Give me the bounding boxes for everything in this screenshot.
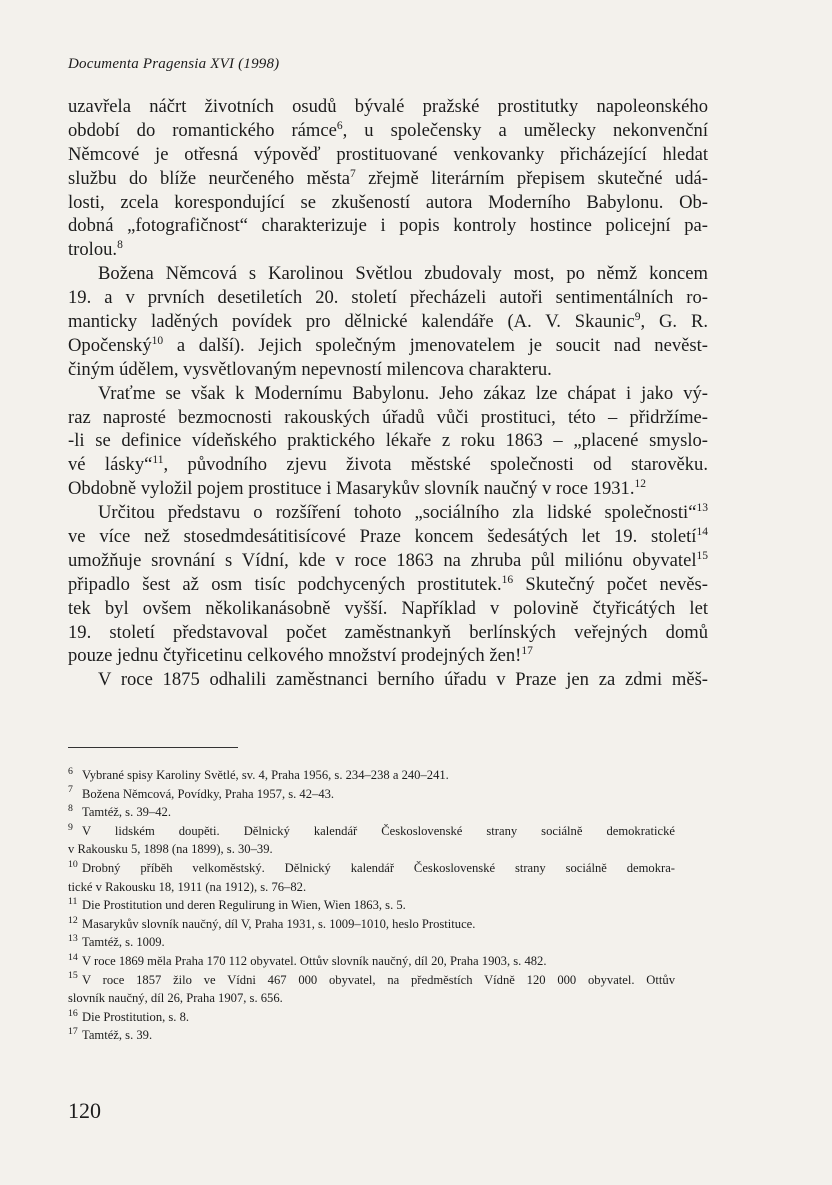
text-segment: tek byl ovšem několikanásobně vyšší. Například v polovině čtyřicátých let bbox=[68, 597, 708, 619]
text-segment: Opočenský bbox=[68, 334, 152, 356]
text-segment: pouze jednu čtyřicetinu celkového množství prodejných žen! bbox=[68, 645, 522, 667]
text-segment: Skutečný počet nevěs- bbox=[513, 573, 708, 595]
text-segment: připadlo šest až osm tisíc podchycených prostitutek. bbox=[68, 573, 502, 595]
footnote-line bbox=[68, 989, 675, 1008]
footnote-line: 12 Masarykův slovník naučný, díl V, Praha 1931, s. 1009–1010, heslo Prostituce. bbox=[68, 914, 476, 931]
text-segment: Vraťme se však k Modernímu Babylonu. Jeho zákaz lze chápat i jako vý- bbox=[98, 382, 708, 404]
footnote-line: 10 Drobný příběh velkoměstský. Dělnický kalendář Československé strany sociálně demokra- bbox=[68, 858, 675, 875]
body-text bbox=[68, 95, 708, 692]
footnote-line: 11 Die Prostitution und deren Regulirung in Wien, Wien 1863, s. 5. bbox=[68, 895, 406, 913]
text-segment: umožňuje srovnání s Vídní, kde v roce 1863 na zhruba půl miliónu obyvatel bbox=[68, 549, 697, 571]
text-segment: zřejmě literárním přepisem skutečné udá- bbox=[355, 167, 708, 189]
footnote-text: Drobný příběh velkoměstský. Dělnický kalendář Československé strany sociálně demokra- bbox=[82, 860, 675, 875]
footnote-ref: 15 bbox=[696, 549, 708, 562]
text-line bbox=[68, 119, 708, 143]
text-line bbox=[68, 310, 708, 334]
footnote-ref: 6 bbox=[336, 119, 343, 132]
text-line bbox=[68, 453, 708, 477]
footnote-line: 16 Die Prostitution, s. 8. bbox=[68, 1007, 190, 1024]
footnote-ref: 16 bbox=[501, 573, 514, 586]
footnote-text: V roce 1857 žilo ve Vídni 467 000 obyvatel, na předměstích Vídně 120 000 obyvatel. Ottův bbox=[82, 972, 675, 987]
text-segment: Němcové je otřesná výpověď prostituované venkovanky přicházející hledat bbox=[68, 143, 708, 165]
text-segment: raz naprosté bezmocnosti rakouských úřadů vůči prostituci, této – přidržíme- bbox=[68, 406, 708, 428]
text-line bbox=[68, 477, 708, 501]
footnote-ref: 9 bbox=[634, 310, 641, 323]
text-line bbox=[68, 573, 708, 597]
text-line bbox=[68, 286, 708, 310]
text-segment: -li se definice vídeňského praktického lékaře z roku 1863 – „placené smyslo- bbox=[68, 430, 708, 452]
text-segment: , u společensky a umělecky nekonvenční bbox=[342, 119, 708, 141]
footnote-ref: 8 bbox=[117, 239, 123, 252]
footnote-line: 7 Božena Němcová, Povídky, Praha 1957, s. 42–43. bbox=[68, 784, 335, 801]
footnote-line bbox=[68, 878, 675, 897]
footnote-line bbox=[68, 840, 675, 859]
text-line bbox=[68, 549, 708, 573]
text-segment: dobná „fotografičnost“ charakterizuje i popis kontroly hostince policejní pa- bbox=[68, 215, 708, 237]
footnote-line: 6 Vybrané spisy Karoliny Světlé, sv. 4, Praha 1956, s. 234–238 a 240–241. bbox=[68, 765, 449, 782]
running-header: Documenta Pragensia XVI (1998) bbox=[68, 56, 280, 72]
text-line bbox=[68, 167, 708, 191]
footnote-ref: 11 bbox=[152, 454, 164, 467]
text-line bbox=[68, 262, 708, 286]
footnote-line: 9 V lidském doupěti. Dělnický kalendář Československé strany sociálně demokratické bbox=[68, 821, 675, 838]
footnote-ref: 12 bbox=[634, 478, 646, 491]
footnote-text: Tamtéž, s. 1009. bbox=[82, 935, 165, 950]
text-segment: , původního zjevu života městské společnosti od starověku. bbox=[163, 454, 708, 476]
footnote-text: V roce 1869 měla Praha 170 112 obyvatel. Ottův slovník naučný, díl 20, Praha 1903, s. 482. bbox=[82, 953, 547, 968]
footnote-line: 15 V roce 1857 žilo ve Vídni 467 000 obyvatel, na předměstích Vídně 120 000 obyvatel. Ottův bbox=[68, 970, 675, 987]
footnote-text: V lidském doupěti. Dělnický kalendář Československé strany sociálně demokratické bbox=[82, 823, 675, 838]
footnote-line: 13 Tamtéž, s. 1009. bbox=[68, 933, 165, 950]
footnote-ref: 14 bbox=[696, 525, 708, 538]
text-segment: manticky laděných povídek pro dělnické kalendáře (A. V. Skaunic bbox=[68, 311, 635, 333]
text-segment: a další). Jejich společným jmenovatelem je soucit nad nevěst- bbox=[163, 334, 708, 356]
footnote-text: Vybrané spisy Karoliny Světlé, sv. 4, Praha 1956, s. 234–238 a 240–241. bbox=[82, 768, 449, 782]
text-line bbox=[68, 95, 708, 119]
text-line bbox=[68, 668, 708, 692]
text-line bbox=[68, 525, 708, 549]
footnote-line: 14 V roce 1869 měla Praha 170 112 obyvatel. Ottův slovník naučný, díl 20, Praha 1903, s. 482. bbox=[68, 951, 547, 968]
text-segment: Obdobně vyložil pojem prostituce i Masarykův slovník naučný v roce 1931. bbox=[68, 478, 635, 500]
text-line bbox=[68, 358, 708, 382]
footnote-line: 8 Tamtéž, s. 39–42. bbox=[68, 803, 172, 820]
footnote-text: Die Prostitution, s. 8. bbox=[82, 1009, 190, 1024]
text-segment: 19. století představoval počet zaměstnankyň berlínských veřejných domů bbox=[68, 621, 708, 643]
text-line bbox=[68, 501, 708, 525]
footnotes bbox=[68, 766, 675, 1045]
text-segment: Určitou představu o rozšíření tohoto „sociálního zla lidské společnosti“ bbox=[98, 502, 697, 524]
text-segment: losti, zcela korespondující se zkušeností autora Moderního Babylonu. Ob- bbox=[68, 191, 708, 213]
text-segment: uzavřela náčrt životních osudů bývalé pražské prostitutky napoleonského bbox=[68, 96, 708, 117]
footnote-text: Die Prostitution und deren Regulirung in Wien, Wien 1863, s. 5. bbox=[82, 898, 406, 913]
footnote-ref: 7 bbox=[350, 167, 356, 180]
text-segment: vé lásky“ bbox=[68, 454, 153, 476]
footnote-text: v Rakousku 5, 1898 (na 1899), s. 30–39. bbox=[68, 842, 273, 857]
text-line bbox=[68, 191, 708, 215]
footnote-line: 17 Tamtéž, s. 39. bbox=[68, 1026, 153, 1043]
footnote-separator bbox=[68, 747, 238, 748]
footnote-ref: 10 bbox=[151, 334, 164, 347]
text-segment: období do romantického rámce bbox=[68, 119, 337, 141]
text-line bbox=[68, 621, 708, 645]
text-segment: ve více než stosedmdesátitisícové Praze koncem šedesátých let 19. století bbox=[68, 526, 697, 548]
text-line bbox=[68, 334, 708, 358]
text-segment: , G. R. bbox=[640, 311, 709, 333]
footnote-text: slovník naučný, díl 26, Praha 1907, s. 656. bbox=[68, 991, 283, 1006]
text-segment: službu do blíže neurčeného města bbox=[68, 167, 350, 189]
footnote-text: Tamtéž, s. 39–42. bbox=[82, 805, 172, 820]
footnote-text: Božena Němcová, Povídky, Praha 1957, s. 42–43. bbox=[82, 786, 335, 801]
text-segment: V roce 1875 odhalili zaměstnanci berního úřadu v Praze jen za zdmi měš- bbox=[98, 669, 708, 691]
text-line bbox=[68, 406, 708, 430]
text-line bbox=[68, 238, 708, 262]
text-line bbox=[68, 214, 708, 238]
text-segment: Božena Němcová s Karolinou Světlou zbudovaly most, po němž koncem bbox=[98, 263, 708, 285]
text-line bbox=[68, 429, 708, 453]
page-number: 120 bbox=[68, 1098, 101, 1123]
text-segment: trolou. bbox=[68, 239, 118, 261]
footnote-text: Masarykův slovník naučný, díl V, Praha 1931, s. 1009–1010, heslo Prostituce. bbox=[82, 916, 476, 931]
footnote-ref: 17 bbox=[521, 645, 533, 658]
text-segment: 19. a v prvních desetiletích 20. století přecházeli autoři sentimentálních ro- bbox=[68, 287, 708, 309]
text-line bbox=[68, 143, 708, 167]
footnote-text: tické v Rakousku 18, 1911 (na 1912), s. 76–82. bbox=[68, 879, 307, 894]
footnote-ref: 13 bbox=[696, 501, 708, 514]
text-line bbox=[68, 644, 708, 668]
text-line bbox=[68, 597, 708, 621]
text-line bbox=[68, 382, 708, 406]
text-segment: činým údělem, vysvětlovaným nepevností milencova charakteru. bbox=[68, 358, 552, 380]
footnote-text: Tamtéž, s. 39. bbox=[82, 1028, 153, 1043]
